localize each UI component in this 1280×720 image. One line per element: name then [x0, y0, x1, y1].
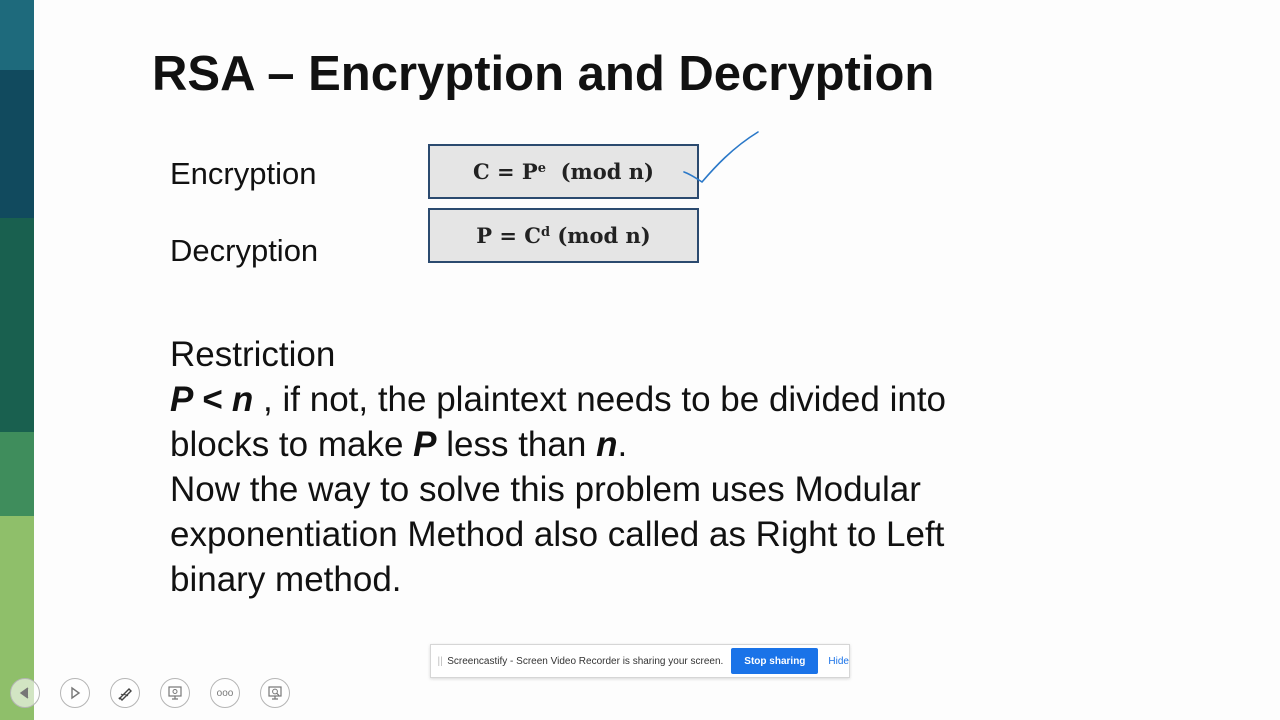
- drag-handle-icon[interactable]: ||: [437, 655, 443, 667]
- decryption-label: Decryption: [170, 233, 319, 268]
- stop-sharing-button[interactable]: Stop sharing: [731, 648, 818, 674]
- method-line-1: Now the way to solve this problem uses Modular: [170, 470, 921, 509]
- decryption-formula: [428, 208, 699, 263]
- method-line-2: exponentiation Method also called as Right to Left: [170, 515, 945, 554]
- share-message: Screencastify - Screen Video Recorder is sharing your screen.: [447, 655, 724, 667]
- restriction-line-2-pre: blocks to make: [170, 425, 414, 464]
- slides-icon[interactable]: [160, 678, 190, 708]
- encryption-formula-mod: (mod n): [560, 159, 654, 184]
- encryption-formula: [428, 144, 699, 199]
- handwritten-check-icon: [680, 128, 764, 190]
- zoom-icon[interactable]: [260, 678, 290, 708]
- next-icon[interactable]: [60, 678, 90, 708]
- more-icon[interactable]: ooo: [210, 678, 240, 708]
- restriction-line-2: [170, 422, 1030, 467]
- p-less-than-n: P < n: [170, 380, 254, 419]
- restriction-line-2-mid: less than: [436, 425, 597, 464]
- decryption-formula-exponent: d: [540, 225, 551, 240]
- restriction-line-2-n: n: [596, 425, 618, 464]
- encryption-formula-lhs: C = P: [472, 159, 538, 184]
- restriction-line-1-rest: , if not, the plaintext needs to be divided into: [253, 380, 947, 419]
- encryption-label: Encryption: [170, 156, 317, 191]
- decryption-formula-mod: (mod n): [557, 223, 651, 248]
- restriction-heading: Restriction: [170, 335, 336, 374]
- restriction-line-2-end: .: [617, 425, 628, 464]
- restriction-text: [170, 332, 1030, 602]
- method-line-3: binary method.: [170, 560, 402, 599]
- accent-side-bar: [0, 0, 34, 720]
- slide-title: RSA – Encryption and Decryption: [152, 47, 935, 101]
- restriction-line-2-p: P: [413, 425, 437, 464]
- restriction-line-1: [170, 377, 1030, 422]
- hide-button[interactable]: Hide: [828, 655, 849, 667]
- pen-icon[interactable]: [110, 678, 140, 708]
- screen-share-notification: [430, 644, 850, 678]
- encryption-formula-exponent: e: [537, 161, 546, 176]
- previous-icon[interactable]: [10, 678, 40, 708]
- decryption-formula-lhs: P = C: [476, 223, 541, 248]
